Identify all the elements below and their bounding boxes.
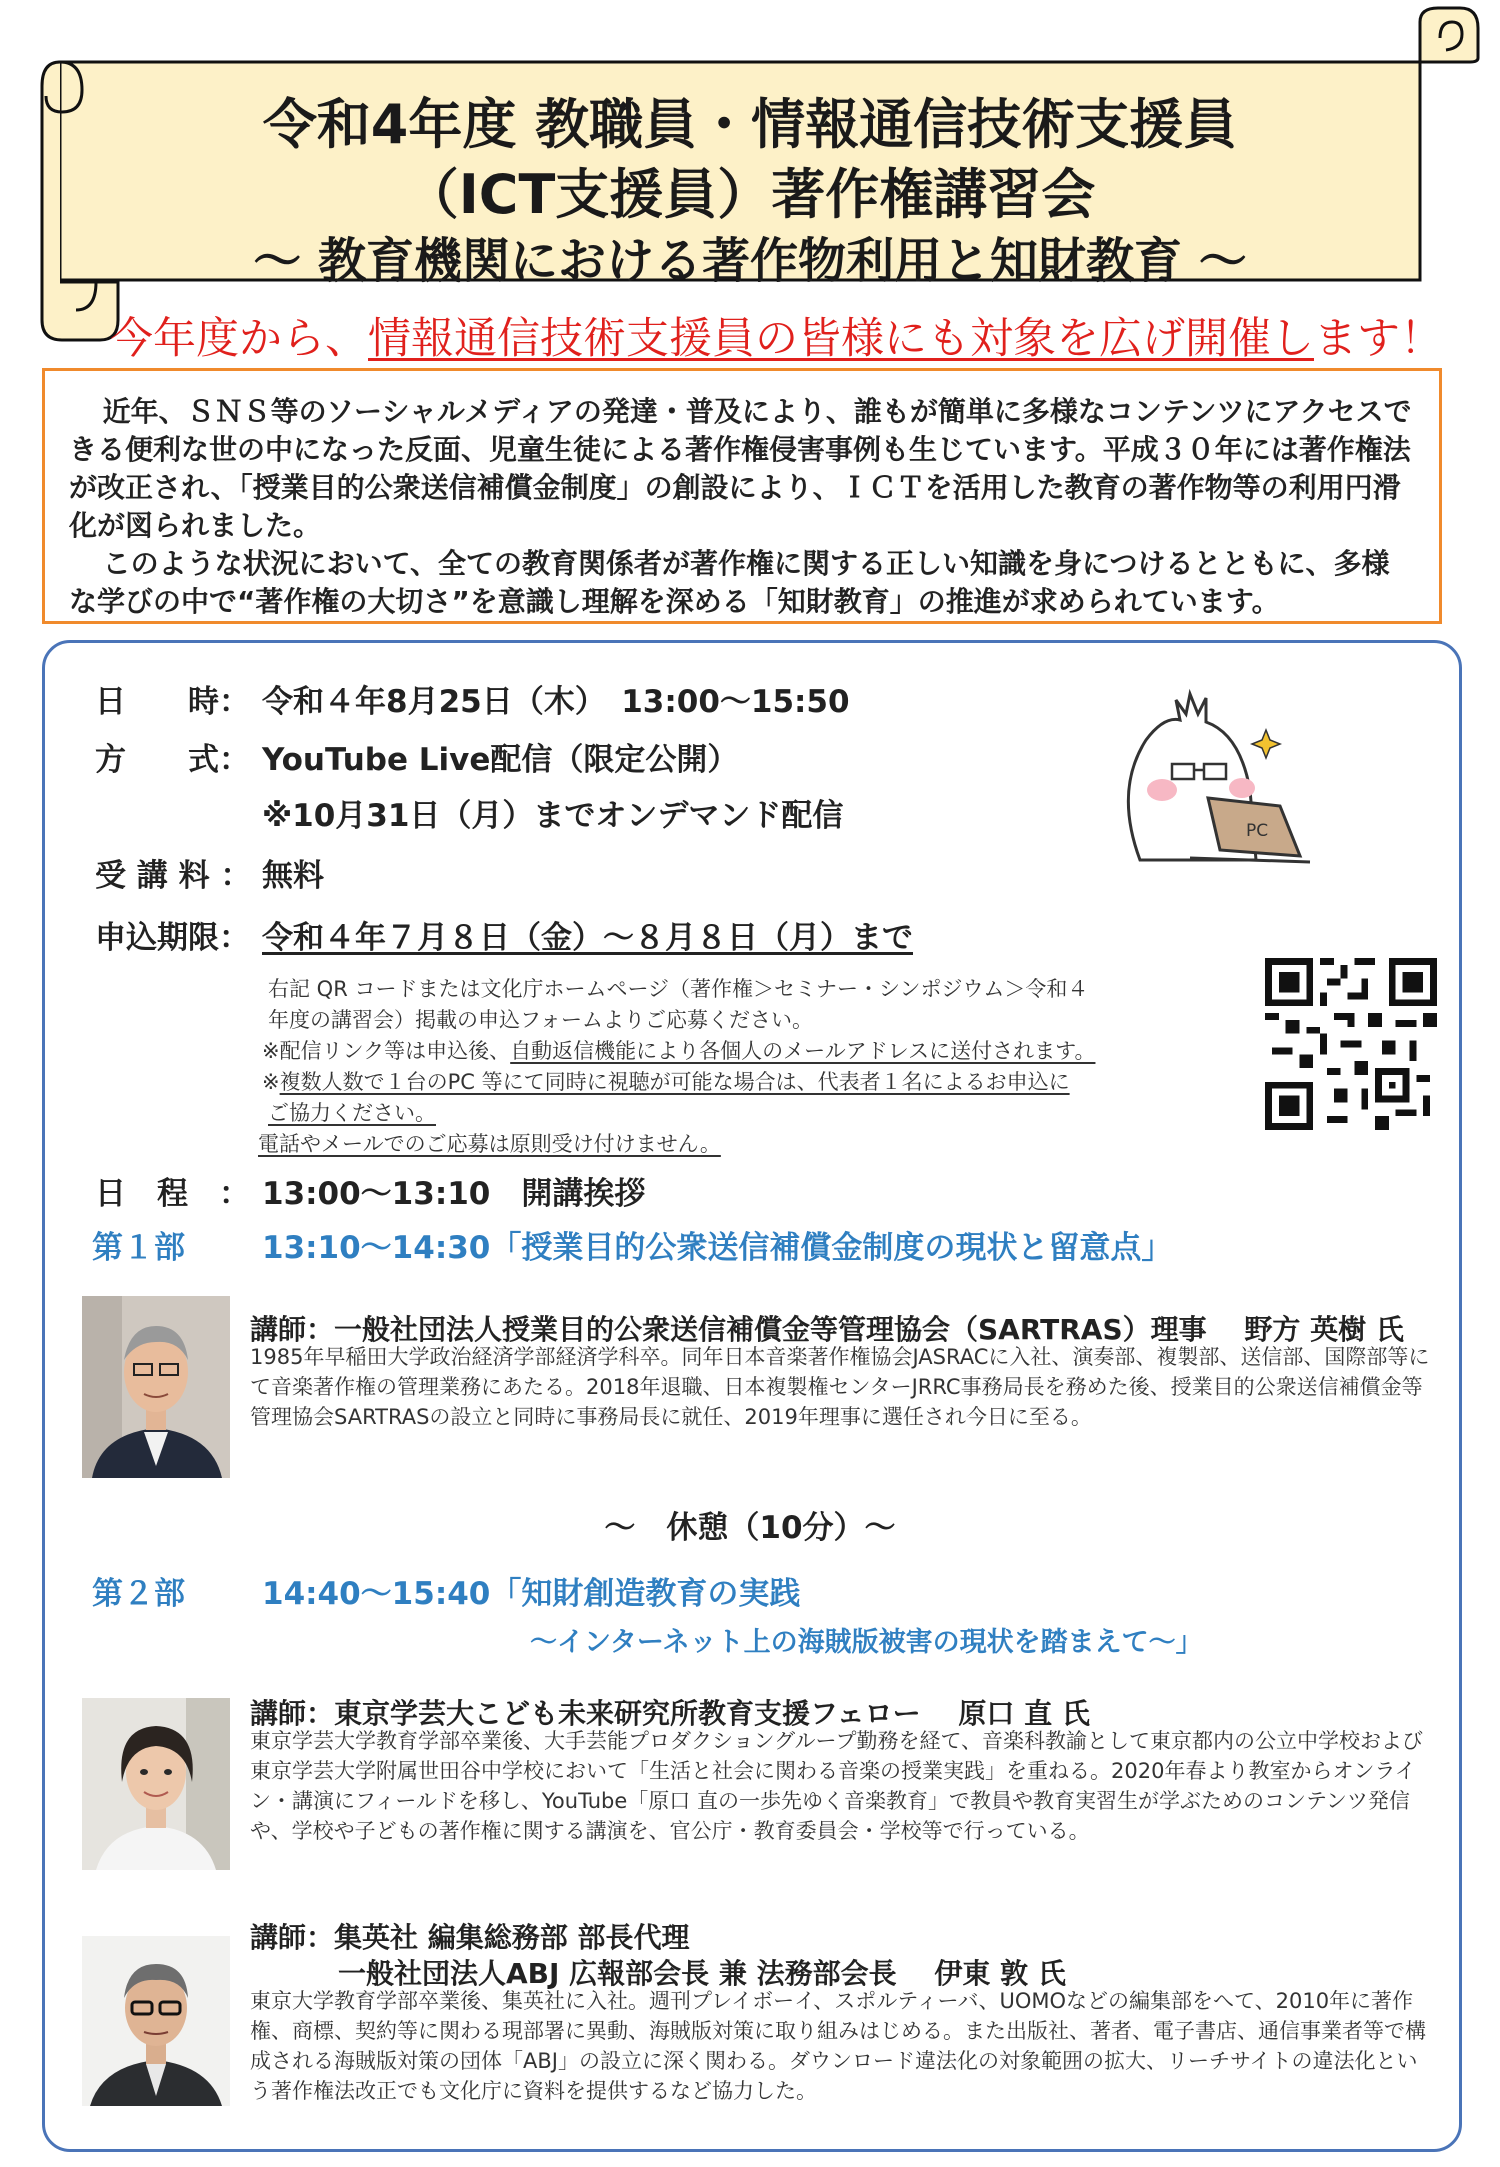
notice-post: ます！: [1314, 314, 1443, 364]
character-laptop-illustration: [1100, 680, 1320, 880]
method-note: ※10月31日（月）までオンデマンド配信: [262, 798, 844, 834]
lecturer1-name: 講師：一般社団法人授業目的公衆送信補償金等管理協会（SARTRAS）理事 野方 英樹 氏: [250, 1313, 1404, 1346]
qr-code[interactable]: [1265, 958, 1437, 1130]
laptop-label: PC: [1246, 821, 1269, 841]
lecturer2-name: 講師：東京学芸大こども未来研究所教育支援フェロー 原口 直 氏: [250, 1697, 1090, 1730]
title-line-3: ～ 教育機関における著作物利用と知財教育 ～: [253, 233, 1247, 289]
date-value: 令和４年8月25日（木） 13:00～15:50: [262, 684, 850, 720]
apply-note-2: 年度の講習会）掲載の申込フォームよりご応募ください。: [268, 1008, 813, 1032]
fee-value: 無料: [262, 858, 324, 894]
target-notice: [110, 305, 1450, 366]
lecturer1-photo: [82, 1296, 230, 1478]
notice-pre: 今年度から、: [110, 314, 368, 364]
apply-note-5: ご協力ください。: [268, 1101, 436, 1125]
break-text: ～ 休憩（10分）～: [604, 1510, 896, 1546]
intro-box: [42, 368, 1442, 624]
apply-note-4-underlined: 複数人数で１台のPC 等にて同時に視聴が可能な場合は、代表者１名によるお申込に: [279, 1070, 1070, 1094]
method-label: 方 式：: [95, 742, 250, 778]
deadline-value: 令和４年７月８日（金）～８月８日（月）まで: [262, 920, 913, 956]
method-value: YouTube Live配信（限定公開）: [262, 742, 739, 778]
intro-paragraph-1: 近年、ＳＮＳ等のソーシャルメディアの発達・普及により、誰もが簡単に多様なコンテンツにアクセスできる便利な世の中になった反面、児童生徒による著作権侵害事例も生じています。平成３０年には著作権法が改正され、「授業目的公衆送信補償金制度」の創設により、ＩＣＴを活用した教育の著作物等の利用円滑化が図られました。: [69, 395, 1412, 542]
date-label: 日 時：: [95, 684, 250, 720]
fee-label: 受 講 料 ：: [95, 858, 252, 894]
apply-note-4: [262, 1066, 1070, 1096]
notice-underlined: 情報通信技術支援員の皆様にも対象を広げ開催し: [368, 314, 1314, 364]
part2-subtitle: ～インターネット上の海賊版被害の現状を踏まえて～」: [530, 1627, 1203, 1658]
title-line-2: （ICT支援員）著作権講習会: [404, 163, 1096, 226]
deadline-label: 申込期限：: [95, 920, 250, 956]
lecturer3-bio: 東京大学教育学部卒業後、集英社に入社。週刊プレイボーイ、スポルティーバ、UOMOなどの編集部をへて、2010年に著作権、商標、契約等に関わる現部署に異動、海賊版対策に取り組みはじめる。また出版社、著者、電子書店、通信事業者等で構成される海賊版対策の団体「ABJ」の設立に深く関わる。ダウンロード違法化の対象範囲の拡大、リーチサイトの違法化という著作権法改正でも文化庁に資料を提供するなど協力した。: [250, 1989, 1426, 2103]
intro-paragraph-2: このような状況において、全ての教育関係者が著作権に関する正しい知識を身につけるとともに、多様な学びの中で“著作権の大切さ”を意識し理解を深める「知財教育」の推進が求められています。: [69, 547, 1390, 618]
lecturer3-photo: [82, 1936, 230, 2106]
apply-note-4-pre: ※: [262, 1070, 280, 1094]
title-line-1: 令和4年度 教職員・情報通信技術支援員: [262, 93, 1238, 156]
part2-title: 14:40～15:40「知財創造教育の実践: [262, 1576, 801, 1612]
lecturer3-affiliation-2: 一般社団法人ABJ 広報部会長 兼 法務部会長 伊東 敦 氏: [338, 1957, 1066, 1990]
schedule-opening: 13:00～13:10 開講挨拶: [262, 1176, 646, 1212]
lecturer3-affiliation-1: 講師：集英社 編集総務部 部長代理: [250, 1921, 690, 1954]
part1-title: 13:10～14:30「授業目的公衆送信補償金制度の現状と留意点」: [262, 1230, 1173, 1266]
apply-note-3: [262, 1035, 1095, 1065]
schedule-label: 日 程 ：: [95, 1176, 250, 1212]
lecturer2-bio: 東京学芸大学教育学部卒業後、大手芸能プロダクショングループ勤務を経て、音楽科教諭として東京都内の公立中学校および東京学芸大学附属世田谷中学校において「生活と社会に関わる音楽の授業実践」を重ねる。2020年春より教室からオンライン・講演にフィールドを移し、YouTube「原口 直の一歩先ゆく音楽教育」で教員や教育実習生が学ぶためのコンテンツ発信や、学校や子どもの著作権に関する講演を、官公庁・教育委員会・学校等で行っている。: [250, 1729, 1424, 1843]
lecturer2-photo: [82, 1698, 230, 1870]
apply-note-6: 電話やメールでのご応募は原則受け付けません。: [258, 1132, 721, 1156]
lecturer1-bio: 1985年早稲田大学政治経済学部経済学科卒。同年日本音楽著作権協会JASRACに入社、演奏部、複製部、送信部、国際部等にて音楽著作権の管理業務にあたる。2018年退職、日本複製権センターJRRC事務局長を務めた後、授業目的公衆送信補償金等管理協会SARTRASの設立と同時に事務局長に就任、2019年理事に選任され今日に至る。: [250, 1345, 1430, 1429]
part2-label: 第２部: [92, 1576, 185, 1612]
apply-note-3-pre: ※配信リンク等は申込後、: [262, 1039, 511, 1063]
part1-label: 第１部: [92, 1230, 185, 1266]
apply-note-1: 右記 QR コードまたは文化庁ホームページ（著作権＞セミナー・シンポジウム＞令和４: [268, 977, 1089, 1001]
apply-note-3-underlined: 自動返信機能により各個人のメールアドレスに送付されます。: [510, 1039, 1096, 1063]
